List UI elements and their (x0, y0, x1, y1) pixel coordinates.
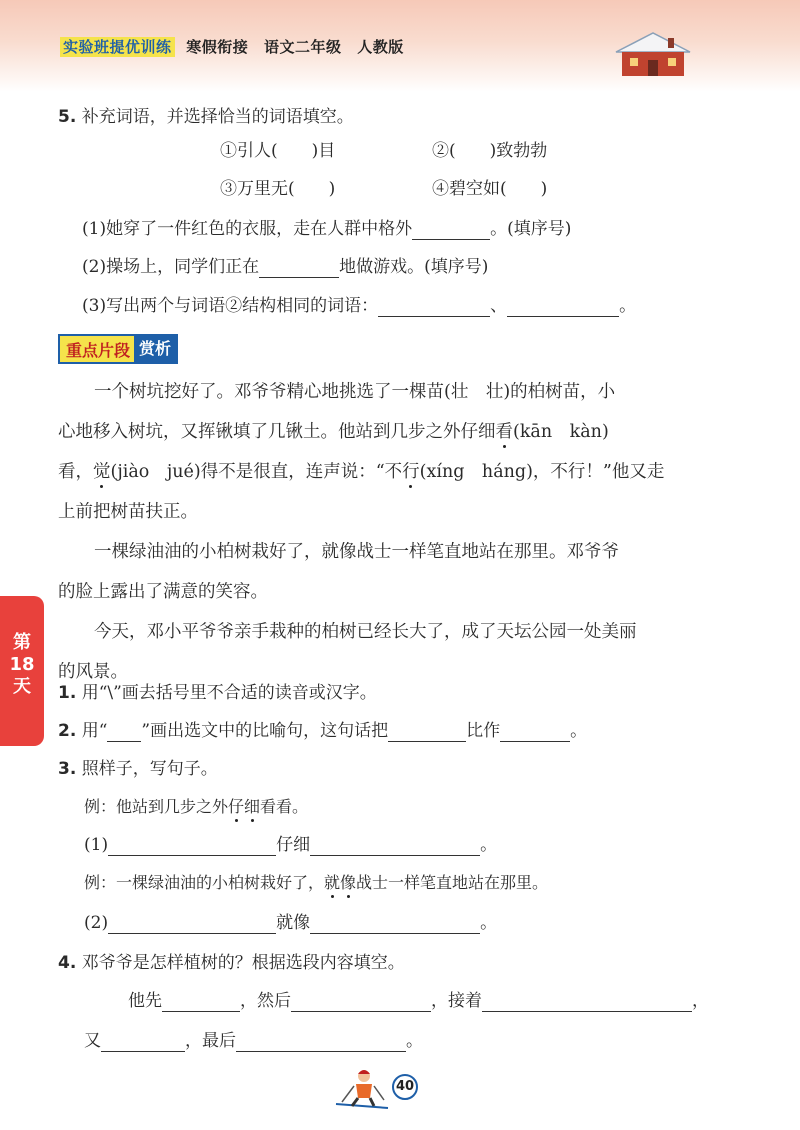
answer-blank[interactable] (507, 298, 619, 317)
q5-option-3: ③万里无( ) (220, 179, 336, 199)
question-3: 3. 照样子，写句子。 (58, 759, 218, 779)
q4-answer-line-2: 又 ，最后 。 (84, 1031, 423, 1051)
answer-blank[interactable] (101, 1033, 185, 1052)
header-edition: 人教版 (357, 38, 404, 56)
q5-s3-text: (3)写出两个与词语②结构相同的词语： (82, 296, 379, 316)
dotted-char: 看 (495, 422, 513, 442)
answer-blank[interactable] (236, 1033, 406, 1052)
passage-line: 一个树坑挖好了。邓爷爷精心地挑选了一棵苗(壮 壮)的柏树苗，小 (94, 382, 616, 402)
q5-number: 5. (58, 107, 77, 127)
house-icon (612, 30, 694, 78)
passage-line: 今天，邓小平爷爷亲手栽种的柏树已经长大了，成了天坛公园一处美丽 (94, 622, 637, 642)
answer-blank[interactable] (162, 993, 240, 1012)
q5-option-1: ①引人( )目 (220, 141, 336, 161)
q3-answer-2: (2) 就像 。 (84, 913, 498, 933)
passage-line: 看，觉(jiào jué)得不是很直，连声说：“不行(xíng háng)，不行！”他又走 (58, 462, 665, 482)
q5-s3-end: 。 (619, 296, 637, 316)
passage-line: 的脸上露出了满意的笑容。 (58, 582, 268, 602)
answer-blank[interactable] (310, 915, 480, 934)
question-2: 2. 用“ ”画出选文中的比喻句，这句话把 比作 。 (58, 721, 588, 741)
question-1: 1. 用“\”画去括号里不合适的读音或汉字。 (58, 683, 377, 703)
passage-line: 心地移入树坑，又挥锹填了几锹土。他站到几步之外仔细看(kān kàn) (58, 422, 609, 442)
header-subtitle: 寒假衔接 (186, 38, 249, 56)
day-tab-label: 第 (13, 632, 31, 653)
header-subject: 语文二年级 (264, 38, 342, 56)
answer-blank[interactable] (259, 259, 339, 278)
q5-option-2: ②( )致勃勃 (432, 141, 548, 161)
q5-sentence-2 (82, 256, 488, 278)
q3-example-1: 例：他站到几步之外仔细看看。 (84, 797, 309, 816)
day-tab (0, 596, 44, 746)
header-text (60, 36, 404, 57)
q4-answer-line-1: 他先 ，然后 ，接着 ， (128, 991, 709, 1011)
answer-blank[interactable] (108, 915, 276, 934)
answer-blank[interactable] (310, 837, 480, 856)
q5-s2-text: (2)操场上，同学们正在 (82, 257, 260, 277)
q5-prompt (58, 106, 354, 128)
q5-s2-end: 地做游戏。(填序号) (339, 257, 489, 277)
passage-line: 上前把树苗扶正。 (58, 502, 198, 522)
dotted-char: 就 (324, 873, 341, 892)
answer-blank[interactable] (378, 298, 490, 317)
q5-option-4: ④碧空如( ) (432, 179, 548, 199)
q5-s1-end: 。(填序号) (490, 219, 572, 239)
answer-blank[interactable] (500, 723, 570, 742)
dotted-char: 仔 (228, 797, 245, 816)
page-number: 40 (392, 1074, 418, 1100)
question-4: 4. 邓爷爷是怎样植树的？根据选段内容填空。 (58, 953, 405, 973)
q3-example-2: 例：一棵绿油油的小柏树栽好了，就像战士一样笔直地站在那里。 (84, 873, 549, 892)
q5-prompt-text: 补充词语，并选择恰当的词语填空。 (81, 107, 354, 127)
series-brand: 实验班提优训练 (60, 37, 175, 57)
passage-line: 的风景。 (58, 662, 128, 682)
q5-s3-sep: 、 (490, 296, 508, 316)
skier-mascot-icon (330, 1066, 394, 1110)
answer-blank[interactable] (291, 993, 431, 1012)
q5-s1-text: (1)她穿了一件红色的衣服，走在人群中格外 (82, 219, 413, 239)
day-tab-number: 18 (9, 654, 35, 675)
dotted-char: 像 (340, 873, 357, 892)
passage-line: 一棵绿油油的小柏树栽好了，就像战士一样笔直地站在那里。邓爷爷 (94, 542, 619, 562)
q3-answer-1: (1) 仔细 。 (84, 835, 498, 855)
answer-blank[interactable] (482, 993, 692, 1012)
answer-blank[interactable] (388, 723, 466, 742)
q5-sentence-1 (82, 218, 571, 240)
day-tab-label: 天 (13, 676, 31, 697)
dotted-char: 行 (402, 462, 420, 482)
underline-sample (107, 727, 141, 742)
answer-blank[interactable] (412, 221, 490, 240)
section-banner (58, 334, 178, 364)
answer-blank[interactable] (108, 837, 276, 856)
section-title-tag: 赏析 (134, 336, 176, 362)
section-title: 重点片段 (66, 340, 131, 360)
q5-sentence-3 (82, 295, 636, 317)
passage (58, 372, 748, 692)
dotted-char: 细 (244, 797, 261, 816)
dotted-char: 觉 (93, 462, 111, 482)
